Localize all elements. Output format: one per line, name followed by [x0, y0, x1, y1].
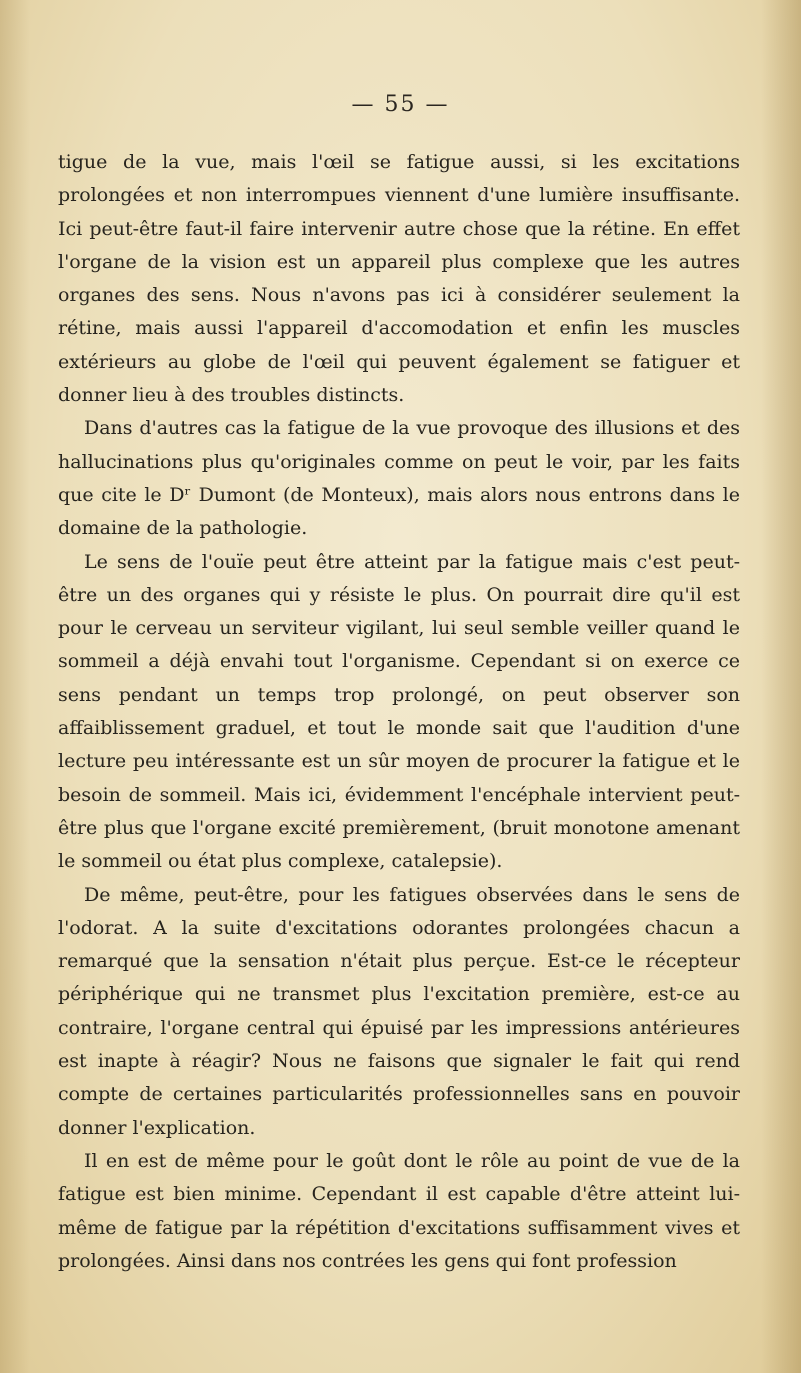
page-number: — 55 — — [351, 92, 450, 117]
paragraph-5: Il en est de même pour le goût dont le rôle au point de vue de la fatigue est bien minime. Cependant il est capable d'être atteint lui-même de fatigue par la répétition d'excitations suffisamment vives et prolongées. Ainsi dans nos contrées les gens qui font profession — [58, 1149, 740, 1272]
paragraph-3: Le sens de l'ouïe peut être atteint par la fatigue mais c'est peut-être un des organes qui y résiste le plus. On pourrait dire qu'il est pour le cerveau un serviteur vigilant, lui seul semble veiller quand le sommeil a déjà envahi tout l'organisme. Cependant si on exerce ce sens pendant un temps trop prolongé, on peut observer son affaiblissement graduel, et tout le monde sait que l'audition d'une lecture peu intéressante est un sûr moyen de procurer la fatigue et le besoin de sommeil. Mais ici, évidemment l'encéphale intervient peut-être plus que l'organe excité premièrement, (bruit monotone amenant le sommeil ou état plus complexe, catalepsie). — [58, 550, 740, 873]
paragraph-2: Dans d'autres cas la fatigue de la vue provoque des illusions et des hallucinations plus qu'originales comme on peut le voir, par les faits que cite le Dʳ Dumont (de Monteux), mais alors nous entrons dans le domaine de la pathologie. — [58, 417, 740, 540]
paragraph-1: tigue de la vue, mais l'œil se fatigue aussi, si les excitations prolongées et non interrompues viennent d'une lumière insuffisante. Ici peut-être faut-il faire intervenir autre chose que la rétine. En effet l'organe de la vision est un appareil plus complexe que les autres organes des sens. Nous n'avons pas ici à considérer seulement la rétine, mais aussi l'appareil d'accomodation et enfin les muscles extérieurs au globe de l'œil qui peuvent également se fatiguer et donner lieu à des troubles distincts. — [58, 151, 740, 407]
page-shadow-left — [0, 0, 30, 1373]
body-text — [58, 146, 740, 1278]
page-shadow-right — [761, 0, 801, 1373]
paragraph-4: De même, peut-être, pour les fatigues observées dans le sens de l'odorat. A la suite d'excitations odorantes prolongées chacun a remarqué que la sensation n'était plus perçue. Est-ce le récepteur périphérique qui ne transmet plus l'excitation première, est-ce au contraire, l'organe central qui épuisé par les impressions antérieures est inapte à réagir? Nous ne faisons que signaler le fait qui rend compte de certaines particularités professionnelles sans en pouvoir donner l'explication. — [58, 883, 740, 1139]
